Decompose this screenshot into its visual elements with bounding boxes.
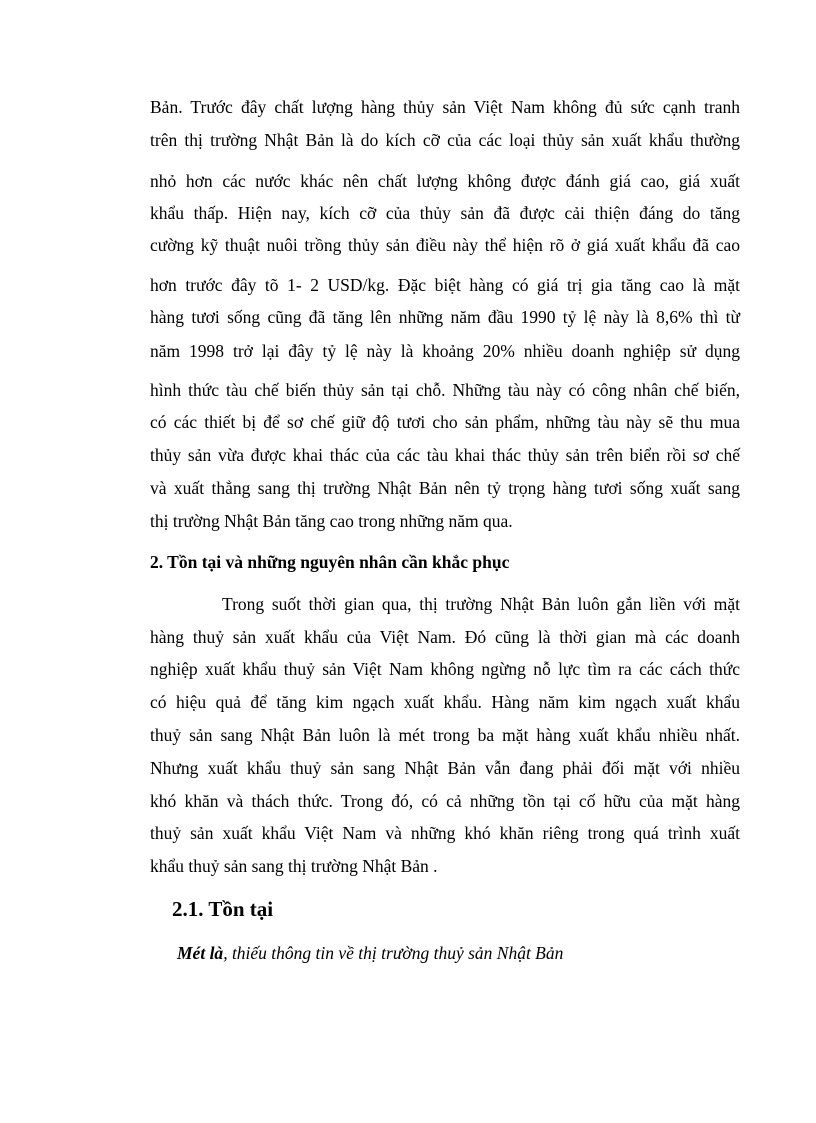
subsection-heading: 2.1. Tồn tại — [172, 897, 274, 921]
paragraph-1-line: khẩu thấp. Hiện nay, kích cỡ của thủy sản đã được cải thiện đáng do tăng — [150, 203, 740, 223]
paragraph-1-line: có các thiết bị để sơ chế giữ độ tươi cho sản phẩm, những tàu này sẽ thu mua — [150, 412, 740, 432]
paragraph-1-line: hơn trước đây tõ 1- 2 USD/kg. Đặc biệt hàng có giá trị gia tăng cao là mặt — [150, 275, 740, 295]
paragraph-1-line: trên thị trường Nhật Bản là do kích cỡ của các loại thủy sản xuất khẩu thường — [150, 130, 740, 150]
paragraph-2-line: Nhưng xuất khẩu thuỷ sản sang Nhật Bản vẫn đang phải đối mặt với nhiều — [150, 758, 740, 778]
paragraph-2-line: hàng thuỷ sản xuất khẩu của Việt Nam. Đó cũng là thời gian mà các doanh — [150, 627, 740, 647]
paragraph-2-line: có hiệu quả để tăng kim ngạch xuất khẩu. Hàng năm kim ngạch xuất khẩu — [150, 692, 740, 712]
section-heading: 2. Tồn tại và những nguyên nhân cần khắc phục — [150, 552, 510, 572]
paragraph-2-line: khó khăn và thách thức. Trong đó, có cả những tồn tại cố hữu của mặt hàng — [150, 791, 740, 811]
paragraph-1-line: cường kỹ thuật nuôi trồng thủy sản điều này thể hiện rõ ở giá xuất khẩu đã cao — [150, 235, 740, 255]
italic-point — [177, 942, 563, 964]
paragraph-1-line: hàng tươi sống cũng đã tăng lên những năm đầu 1990 tỷ lệ này là 8,6% thì từ — [150, 307, 740, 327]
italic-rest: , thiếu thông tin về thị trường thuỷ sản Nhật Bản — [223, 943, 564, 963]
paragraph-1-line: hình thức tàu chế biến thủy sản tại chỗ. Những tàu này có công nhân chế biến, — [150, 380, 740, 400]
paragraph-2-line: nghiệp xuất khẩu thuỷ sản Việt Nam không ngừng nỗ lực tìm ra các cách thức — [150, 659, 740, 679]
paragraph-1-line: thị trường Nhật Bản tăng cao trong những năm qua. — [150, 511, 513, 531]
paragraph-2-line: thuỷ sản sang Nhật Bản luôn là mét trong ba mặt hàng xuất khẩu nhiều nhất. — [150, 725, 740, 745]
paragraph-2-line: khẩu thuỷ sản sang thị trường Nhật Bản . — [150, 856, 438, 876]
paragraph-1-line: năm 1998 trở lại đây tỷ lệ này là khoảng 20% nhiều doanh nghiệp sử dụng — [150, 341, 740, 361]
paragraph-2-line: Trong suốt thời gian qua, thị trường Nhật Bản luôn gắn liền với mặt — [222, 594, 740, 614]
paragraph-1-line: Bản. Trước đây chất lượng hàng thủy sản Việt Nam không đủ sức cạnh tranh — [150, 97, 740, 117]
paragraph-1-line: và xuất thẳng sang thị trường Nhật Bản nên tỷ trọng hàng tươi sống xuất sang — [150, 478, 740, 498]
paragraph-1-line: thủy sản vừa được khai thác của các tàu khai thác thủy sản trên biển rồi sơ chế — [150, 445, 740, 465]
paragraph-2-line: thuỷ sản xuất khẩu Việt Nam và những khó khăn riêng trong quá trình xuất — [150, 823, 740, 843]
paragraph-1-line: nhỏ hơn các nước khác nên chất lượng không được đánh giá cao, giá xuất — [150, 171, 740, 191]
italic-lead: Mét là — [177, 943, 224, 963]
